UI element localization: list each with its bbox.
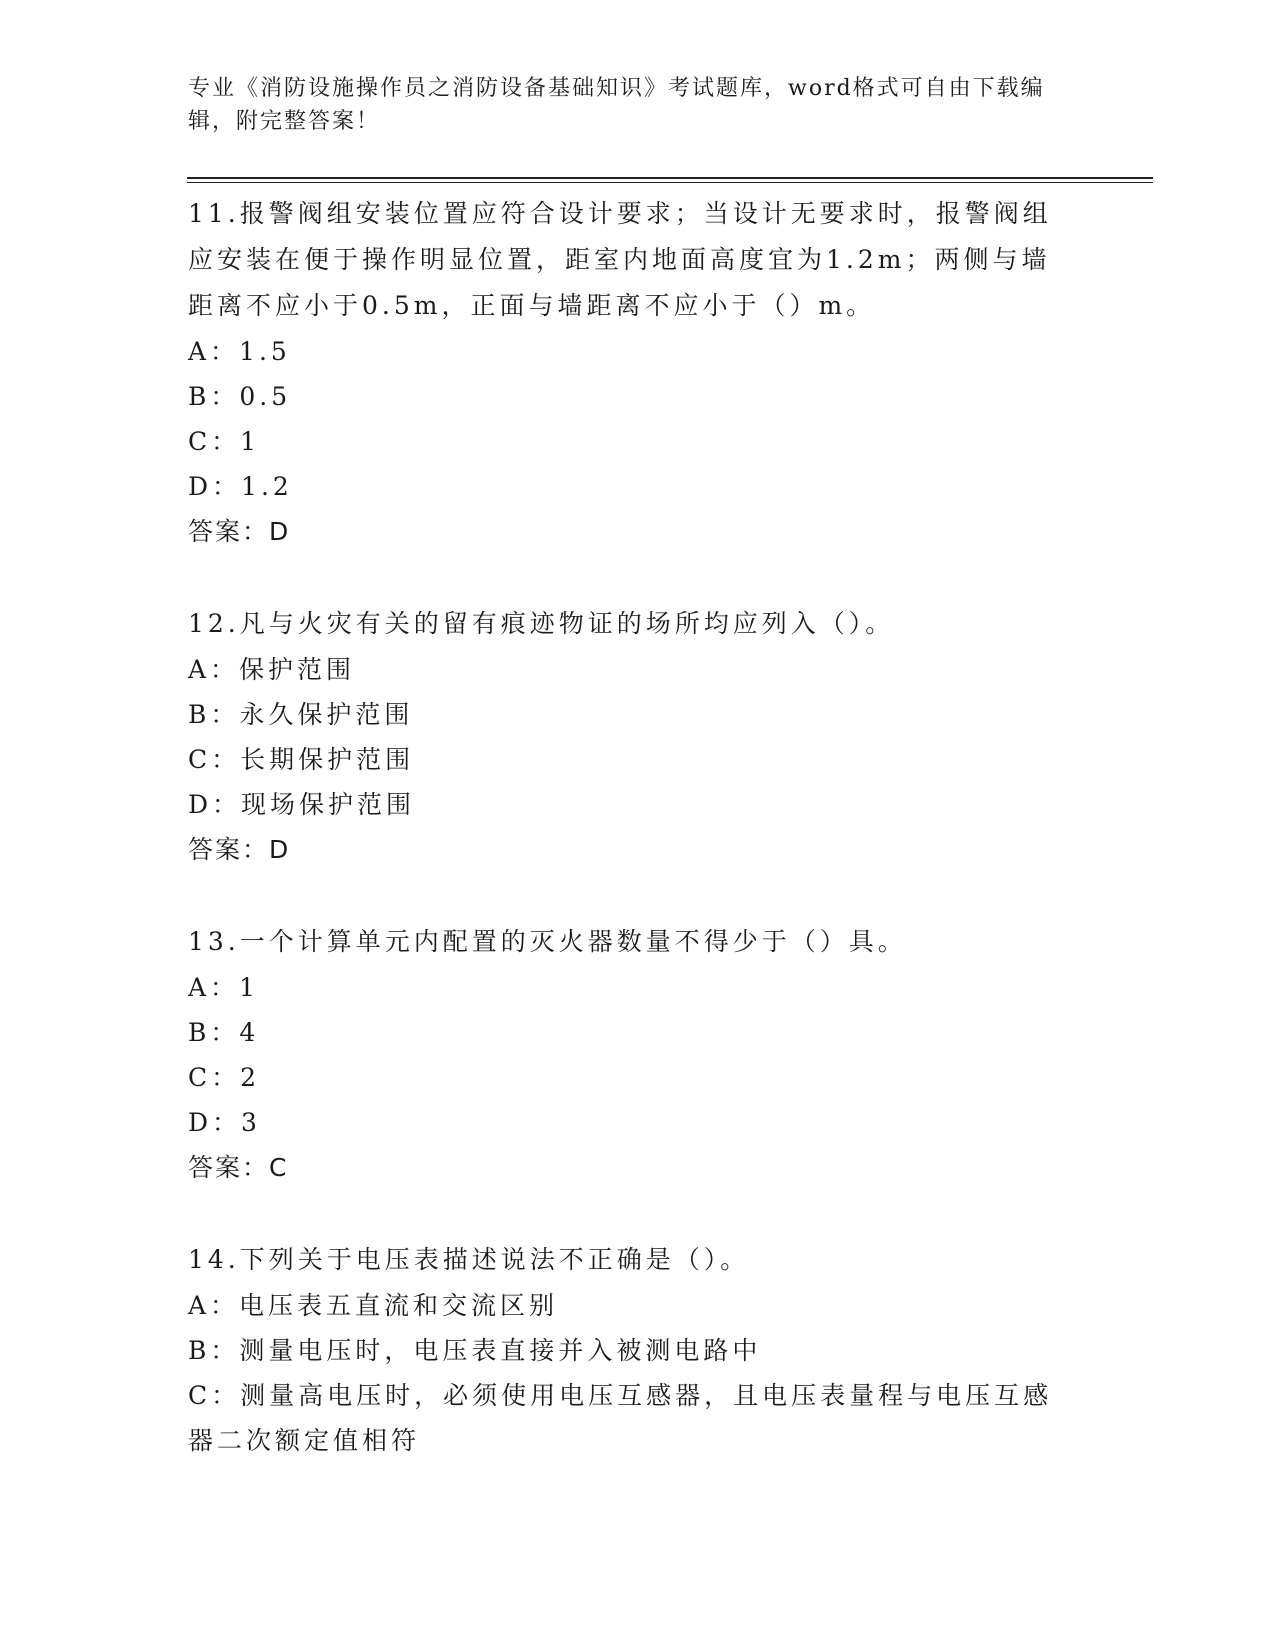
option-c: C：2: [188, 1063, 261, 1092]
header-divider-thick: [187, 177, 1153, 179]
question-stem: 13.一个计算单元内配置的灭火器数量不得少于（）具。: [188, 927, 907, 956]
option-b: B：永久保护范围: [188, 700, 414, 729]
option-a: A：保护范围: [188, 655, 356, 684]
document-header: [188, 72, 1068, 138]
option-c: C：1: [188, 427, 261, 456]
option-b: B：0.5: [188, 382, 292, 411]
option-c: C：测量高电压时，必须使用电压互感器，且电压表量程与电压互感器二次额定值相符: [188, 1381, 1053, 1455]
answer-line: 答案：C: [188, 1153, 289, 1182]
question-12: [188, 601, 1078, 873]
option-a: A：1: [188, 973, 259, 1002]
question-stem: 11.报警阀组安装位置应符合设计要求；当设计无要求时，报警阀组应安装在便于操作明显位置，距室内地面高度宜为1.2m；两侧与墙距离不应小于0.5m，正面与墙距离不应小于（）m。: [188, 199, 1052, 320]
question-14: [188, 1237, 1078, 1463]
option-d: D：1.2: [188, 472, 293, 501]
option-a: A：电压表五直流和交流区别: [188, 1291, 559, 1320]
option-a: A：1.5: [188, 337, 291, 366]
question-11: [188, 191, 1078, 555]
option-b: B：4: [188, 1018, 260, 1047]
option-d: D：现场保护范围: [188, 790, 416, 819]
header-intro-text: 专业《消防设施操作员之消防设备基础知识》考试题库，word格式可自由下载编辑，附完整答案！: [188, 76, 1045, 134]
question-stem: 14.下列关于电压表描述说法不正确是（）。: [188, 1245, 750, 1274]
header-divider-thin: [187, 182, 1153, 183]
answer-line: 答案：D: [188, 517, 291, 546]
option-c: C：长期保护范围: [188, 745, 415, 774]
question-list: [188, 191, 1078, 1509]
option-b: B：测量电压时，电压表直接并入被测电路中: [188, 1336, 762, 1365]
option-d: D：3: [188, 1108, 261, 1137]
question-stem: 12.凡与火灾有关的留有痕迹物证的场所均应列入（）。: [188, 609, 895, 638]
answer-line: 答案：D: [188, 835, 291, 864]
question-13: [188, 919, 1078, 1191]
